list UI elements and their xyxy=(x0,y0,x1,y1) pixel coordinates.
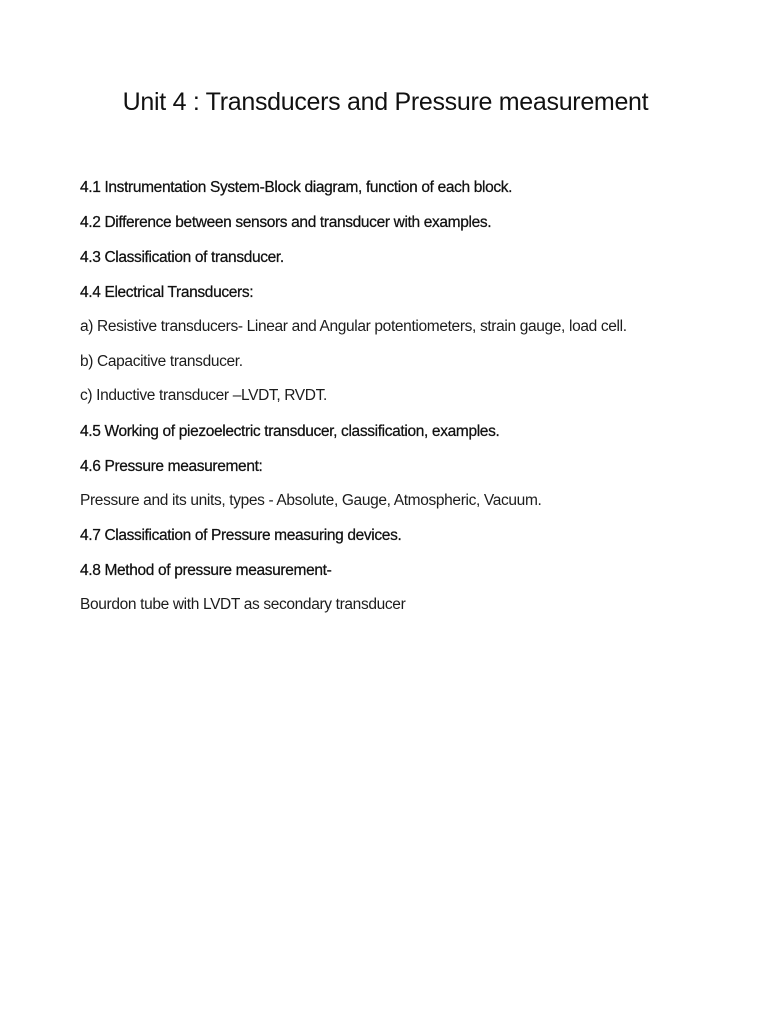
subtopic-resistive: a) Resistive transducers- Linear and Angular potentiometers, strain gauge, load cell. xyxy=(80,318,627,335)
page-title: Unit 4 : Transducers and Pressure measurement xyxy=(122,88,649,116)
subtopic-capacitive: b) Capacitive transducer. xyxy=(80,353,243,370)
topic-4-4: 4.4 Electrical Transducers: xyxy=(80,284,254,301)
topic-4-5: 4.5 Working of piezoelectric transducer, classification, examples. xyxy=(80,423,500,440)
topic-4-2: 4.2 Difference between sensors and transducer with examples. xyxy=(80,214,492,231)
pressure-units-text: Pressure and its units, types - Absolute, Gauge, Atmospheric, Vacuum. xyxy=(80,492,542,509)
topic-4-7: 4.7 Classification of Pressure measuring devices. xyxy=(80,527,402,544)
topic-4-8: 4.8 Method of pressure measurement- xyxy=(80,562,332,579)
topic-4-6: 4.6 Pressure measurement: xyxy=(80,458,263,475)
bourdon-tube-text: Bourdon tube with LVDT as secondary transducer xyxy=(80,596,406,613)
topic-4-3: 4.3 Classification of transducer. xyxy=(80,249,284,266)
topic-4-1: 4.1 Instrumentation System-Block diagram, function of each block. xyxy=(80,179,513,196)
subtopic-inductive: c) Inductive transducer –LVDT, RVDT. xyxy=(80,387,327,404)
